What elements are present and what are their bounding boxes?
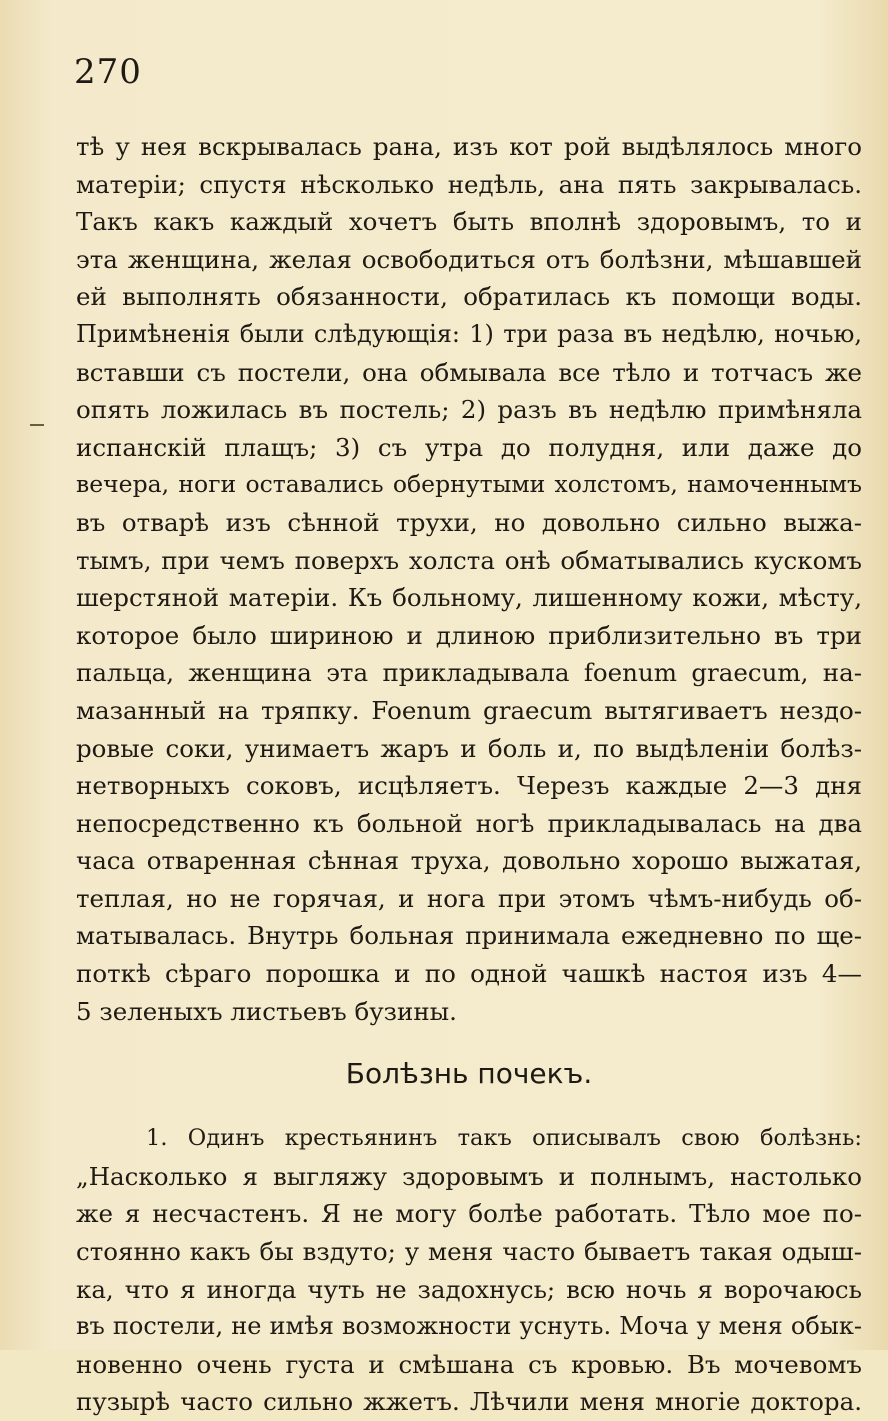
text-line: стоянно какъ бы вздуто; у меня часто бываетъ такая одыш-	[76, 1237, 862, 1267]
text-line: 5 зеленыхъ листьевъ бузины.	[76, 996, 457, 1026]
text-line: 1. Одинъ крестьянинъ такъ описывалъ свою болѣзнь:	[146, 1125, 862, 1152]
text-line: матывалась. Внутрь больная принимала ежедневно по ще-	[76, 921, 862, 951]
text-line: Такъ какъ каждый хочетъ быть вполнѣ здоровымъ, то и	[76, 207, 862, 237]
text-line: въ отварѣ изъ сѣнной трухи, но довольно сильно выжа-	[76, 507, 862, 537]
text-line: тѣ у нея вскрывалась рана, изъ кот рой выдѣлялось много	[76, 132, 862, 161]
text-line: въ постели, не имѣя возможности уснуть. Моча у меня обык-	[76, 1312, 862, 1341]
section-heading: Болѣзнь почекъ.	[345, 1057, 593, 1091]
text-line: ровые соки, унимаетъ жаръ и боль и, по выдѣленіи болѣз-	[76, 733, 862, 763]
text-line: эта женщина, желая освободиться отъ болѣзни, мѣшавшей	[76, 244, 862, 274]
text-line: же я несчастенъ. Я не могу болѣе работать. Тѣло мое по-	[76, 1199, 862, 1229]
text-line: Примѣненія были слѣдующія: 1) три раза въ недѣлю, ночью,	[76, 319, 862, 348]
text-line: пузырѣ часто сильно жжетъ. Лѣчили меня многіе доктора.	[76, 1387, 862, 1417]
text-line: матеріи; спустя нѣсколько недѣль, ана пять закрывалась.	[76, 169, 862, 199]
text-line: „Насколько я выгляжу здоровымъ и полнымъ, настолько	[76, 1161, 862, 1191]
page-number: 270	[74, 52, 142, 92]
text-line: опять ложилась въ постель; 2) разъ въ недѣлю примѣняла	[76, 395, 862, 425]
text-line: новенно очень густа и смѣшана съ кровью. Въ мочевомъ	[76, 1349, 862, 1379]
text-line: пальца, женщина эта прикладывала foenum graecum, на-	[76, 658, 862, 688]
text-line: вставши съ постели, она обмывала все тѣло и тотчасъ же	[76, 357, 862, 387]
text-line: ей выполнять обязанности, обратилась къ помощи воды.	[76, 282, 862, 312]
text-line: испанскій плащъ; 3) съ утра до полудня, или даже до	[76, 432, 862, 462]
margin-dash	[30, 424, 44, 426]
text-line: тымъ, при чемъ поверхъ холста онѣ обматывались кускомъ	[76, 545, 862, 575]
page-text	[76, 128, 862, 1421]
text-line: шерстяной матеріи. Къ больному, лишенному кожи, мѣсту,	[76, 583, 862, 613]
text-line: ка, что я иногда чуть не задохнусь; всю ночь я ворочаюсь	[76, 1274, 862, 1304]
text-line: мазанный на тряпку. Foenum graecum вытягиваетъ нездо-	[76, 695, 862, 725]
text-line: вечера, ноги оставались обернутыми холстомъ, намоченнымъ	[76, 470, 862, 499]
text-line: поткѣ сѣраго порошка и по одной чашкѣ настоя изъ 4—	[76, 959, 862, 989]
text-line: которое было шириною и длиною приблизительно въ три	[76, 620, 862, 650]
text-line: непосредственно къ больной ногѣ прикладывалась на два	[76, 808, 862, 838]
paragraph-2	[76, 1120, 862, 1421]
paragraph-1	[76, 128, 862, 1030]
text-line: теплая, но не горячая, и нога при этомъ чѣмъ-нибудь об-	[76, 883, 862, 913]
text-line: нетворныхъ соковъ, исцѣляетъ. Черезъ каждые 2—3 дня	[76, 771, 862, 801]
text-line: часа отваренная сѣнная труха, довольно хорошо выжатая,	[76, 846, 862, 876]
